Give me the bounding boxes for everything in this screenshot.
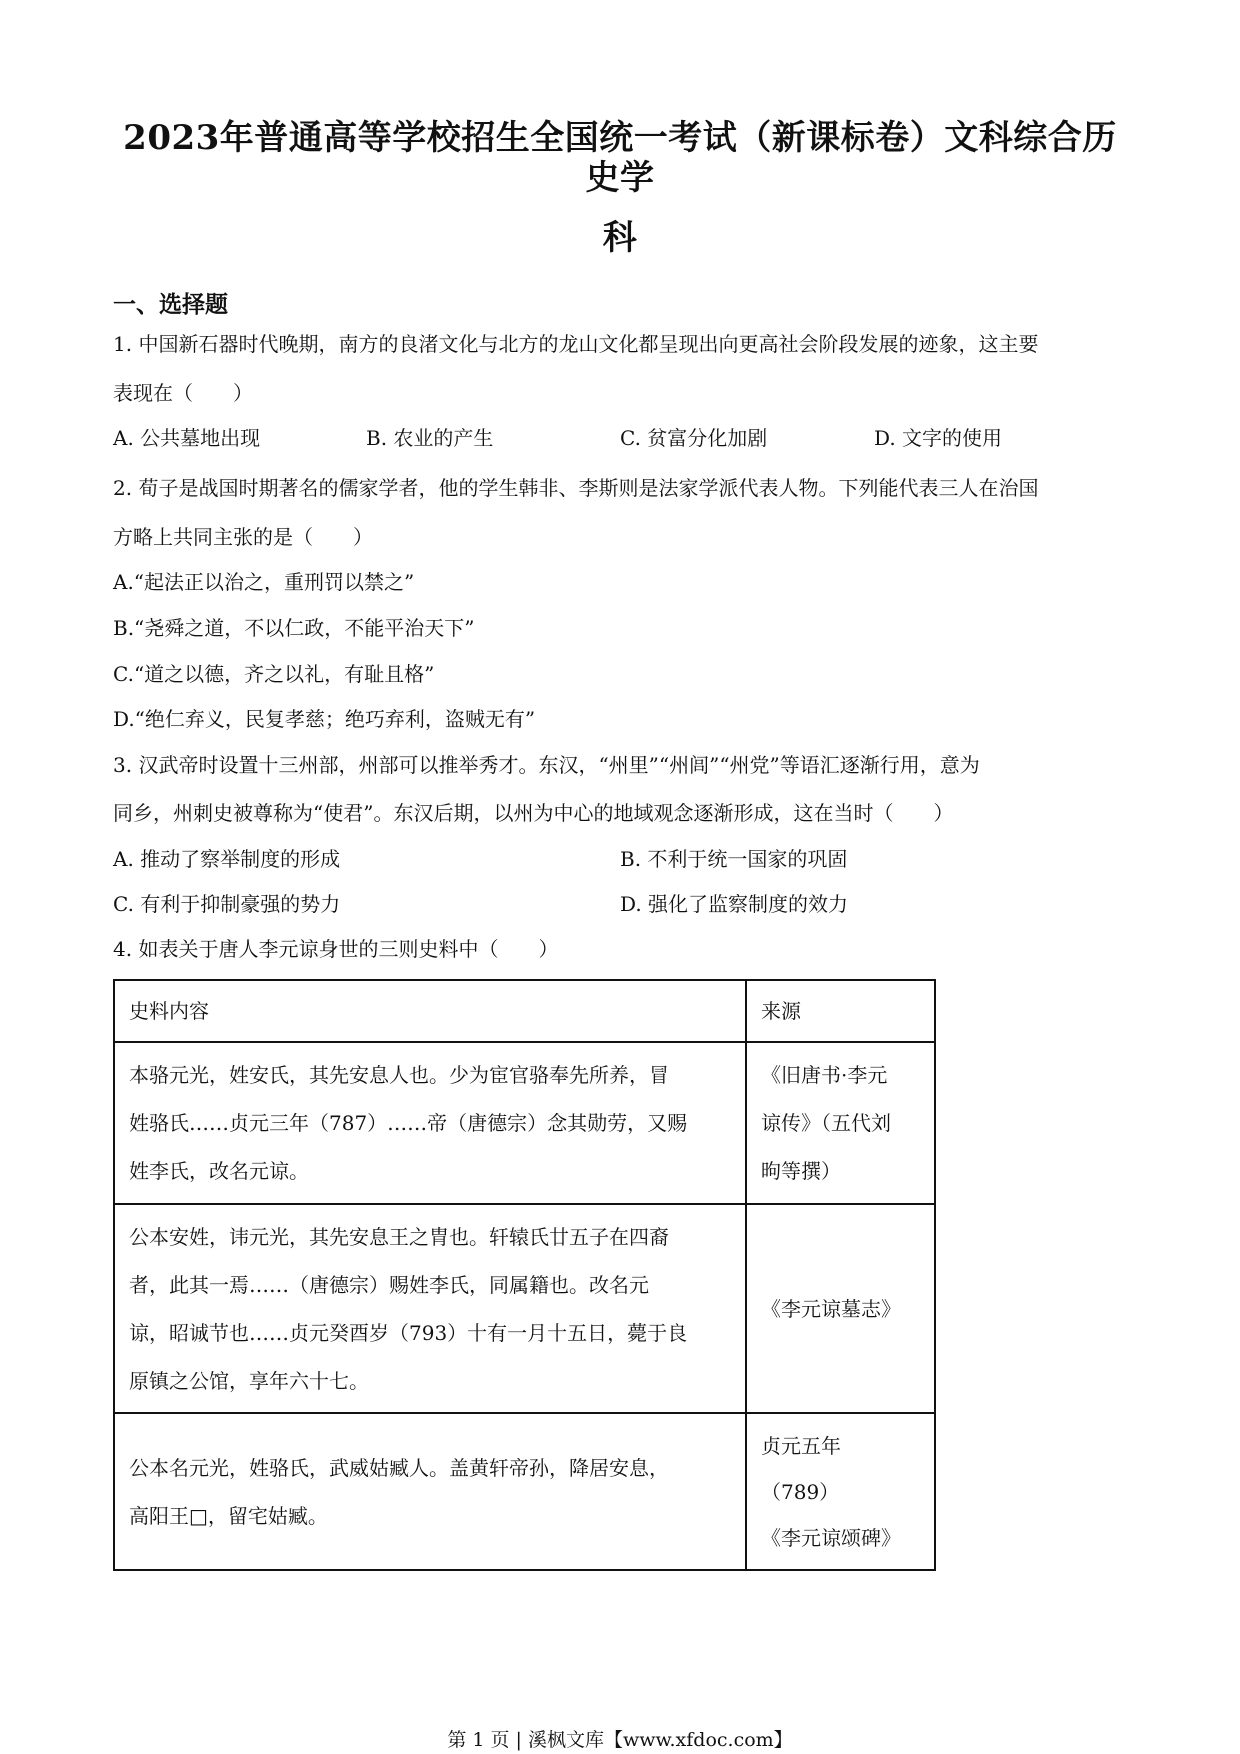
table-row xyxy=(114,1204,935,1413)
table-cell-source xyxy=(746,1204,935,1413)
cell-text-line: 昫等撰） xyxy=(761,1159,841,1183)
table-cell-content xyxy=(114,1204,746,1413)
question-1-option-d: D. 文字的使用 xyxy=(874,426,1003,450)
section-heading: 一、选择题 xyxy=(113,291,228,318)
question-2-option-b: B.“尧舜之道，不以仁政，不能平治天下” xyxy=(113,616,475,640)
cell-text-line: 贞元五年 xyxy=(761,1433,841,1458)
cell-text-line: 姓李氏，改名元谅。 xyxy=(129,1159,309,1183)
cell-text-line: 谅传》（五代刘 xyxy=(761,1111,891,1135)
cell-text-line: 《李元谅墓志》 xyxy=(761,1296,901,1321)
question-1-option-a: A. 公共墓地出现 xyxy=(113,426,261,450)
question-3-option-c: C. 有利于抑制豪强的势力 xyxy=(113,892,341,916)
page-title-line-2: 科 xyxy=(602,218,638,258)
table-header-row xyxy=(114,980,935,1042)
table-cell-content xyxy=(114,1413,746,1570)
cell-text-line: 高阳王□，留宅姑臧。 xyxy=(129,1503,328,1528)
cell-text-line: 公本名元光，姓骆氏，武威姑臧人。盖黄轩帝孙，降居安息， xyxy=(129,1455,669,1480)
question-1-stem-line-1: 1. 中国新石器时代晚期，南方的良渚文化与北方的龙山文化都呈现出向更高社会阶段发展的迹象，这主要 xyxy=(113,332,1039,356)
table-cell-source xyxy=(746,1042,935,1204)
table-row xyxy=(114,1042,935,1204)
question-3-stem-line-2: 同乡，州刺史被尊称为“使君”。东汉后期，以州为中心的地域观念逐渐形成，这在当时（ ） xyxy=(113,801,954,825)
question-3-option-d: D. 强化了监察制度的效力 xyxy=(620,892,849,916)
cell-text-line: 原镇之公馆，享年六十七。 xyxy=(129,1368,369,1393)
cell-text-line: 《李元谅颂碑》 xyxy=(761,1525,901,1550)
table-cell-content xyxy=(114,1042,746,1204)
question-2-stem-line-1: 2. 荀子是战国时期著名的儒家学者，他的学生韩非、李斯则是法家学派代表人物。下列能代表三人在治国 xyxy=(113,476,1039,500)
question-2-option-a: A.“起法正以治之，重刑罚以禁之” xyxy=(113,570,415,594)
question-1-stem-line-2: 表现在（ ） xyxy=(113,381,253,405)
question-3-stem-line-1: 3. 汉武帝时设置十三州部，州部可以推举秀才。东汉，“州里”“州闾”“州党”等语汇逐渐行用，意为 xyxy=(113,753,980,777)
table-row xyxy=(114,1413,935,1570)
question-2-option-d: D.“绝仁弃义，民复孝慈；绝巧弃利，盗贼无有” xyxy=(113,707,536,731)
table-cell-source xyxy=(746,1413,935,1570)
cell-text-line: 者，此其一焉……（唐德宗）赐姓李氏，同属籍也。改名元 xyxy=(129,1272,649,1297)
historical-sources-table xyxy=(113,979,936,1571)
question-3-option-b: B. 不利于统一国家的巩固 xyxy=(620,847,848,871)
page-footer: 第 1 页 | 溪枫文库【www.xfdoc.com】 xyxy=(447,1729,793,1751)
cell-text-line: 公本安姓，讳元光，其先安息王之胄也。轩辕氏廿五子在四裔 xyxy=(129,1224,669,1249)
question-1-option-c: C. 贫富分化加剧 xyxy=(620,426,768,450)
cell-text-line: 谅，昭诚节也……贞元癸酉岁（793）十有一月十五日，薨于良 xyxy=(129,1320,688,1345)
question-2-option-c: C.“道之以德，齐之以礼，有耻且格” xyxy=(113,662,435,686)
table-header-source: 来源 xyxy=(746,980,935,1042)
question-3-option-a: A. 推动了察举制度的形成 xyxy=(113,847,341,871)
cell-text-line: 本骆元光，姓安氏，其先安息人也。少为宦官骆奉先所养，冒 xyxy=(129,1063,669,1087)
cell-text-line: 《旧唐书·李元 xyxy=(761,1063,888,1087)
question-1-option-b: B. 农业的产生 xyxy=(366,426,494,450)
cell-text-line: 姓骆氏……贞元三年（787）……帝（唐德宗）念其勋劳，又赐 xyxy=(129,1111,688,1135)
table-header-content: 史料内容 xyxy=(114,980,746,1042)
question-2-stem-line-2: 方略上共同主张的是（ ） xyxy=(113,525,373,549)
question-4-stem-line-1: 4. 如表关于唐人李元谅身世的三则史料中（ ） xyxy=(113,937,559,961)
cell-text-line: （789） xyxy=(761,1479,840,1504)
page-title-line-1: 2023年普通高等学校招生全国统一考试（新课标卷）文科综合历史学 xyxy=(123,118,1117,198)
